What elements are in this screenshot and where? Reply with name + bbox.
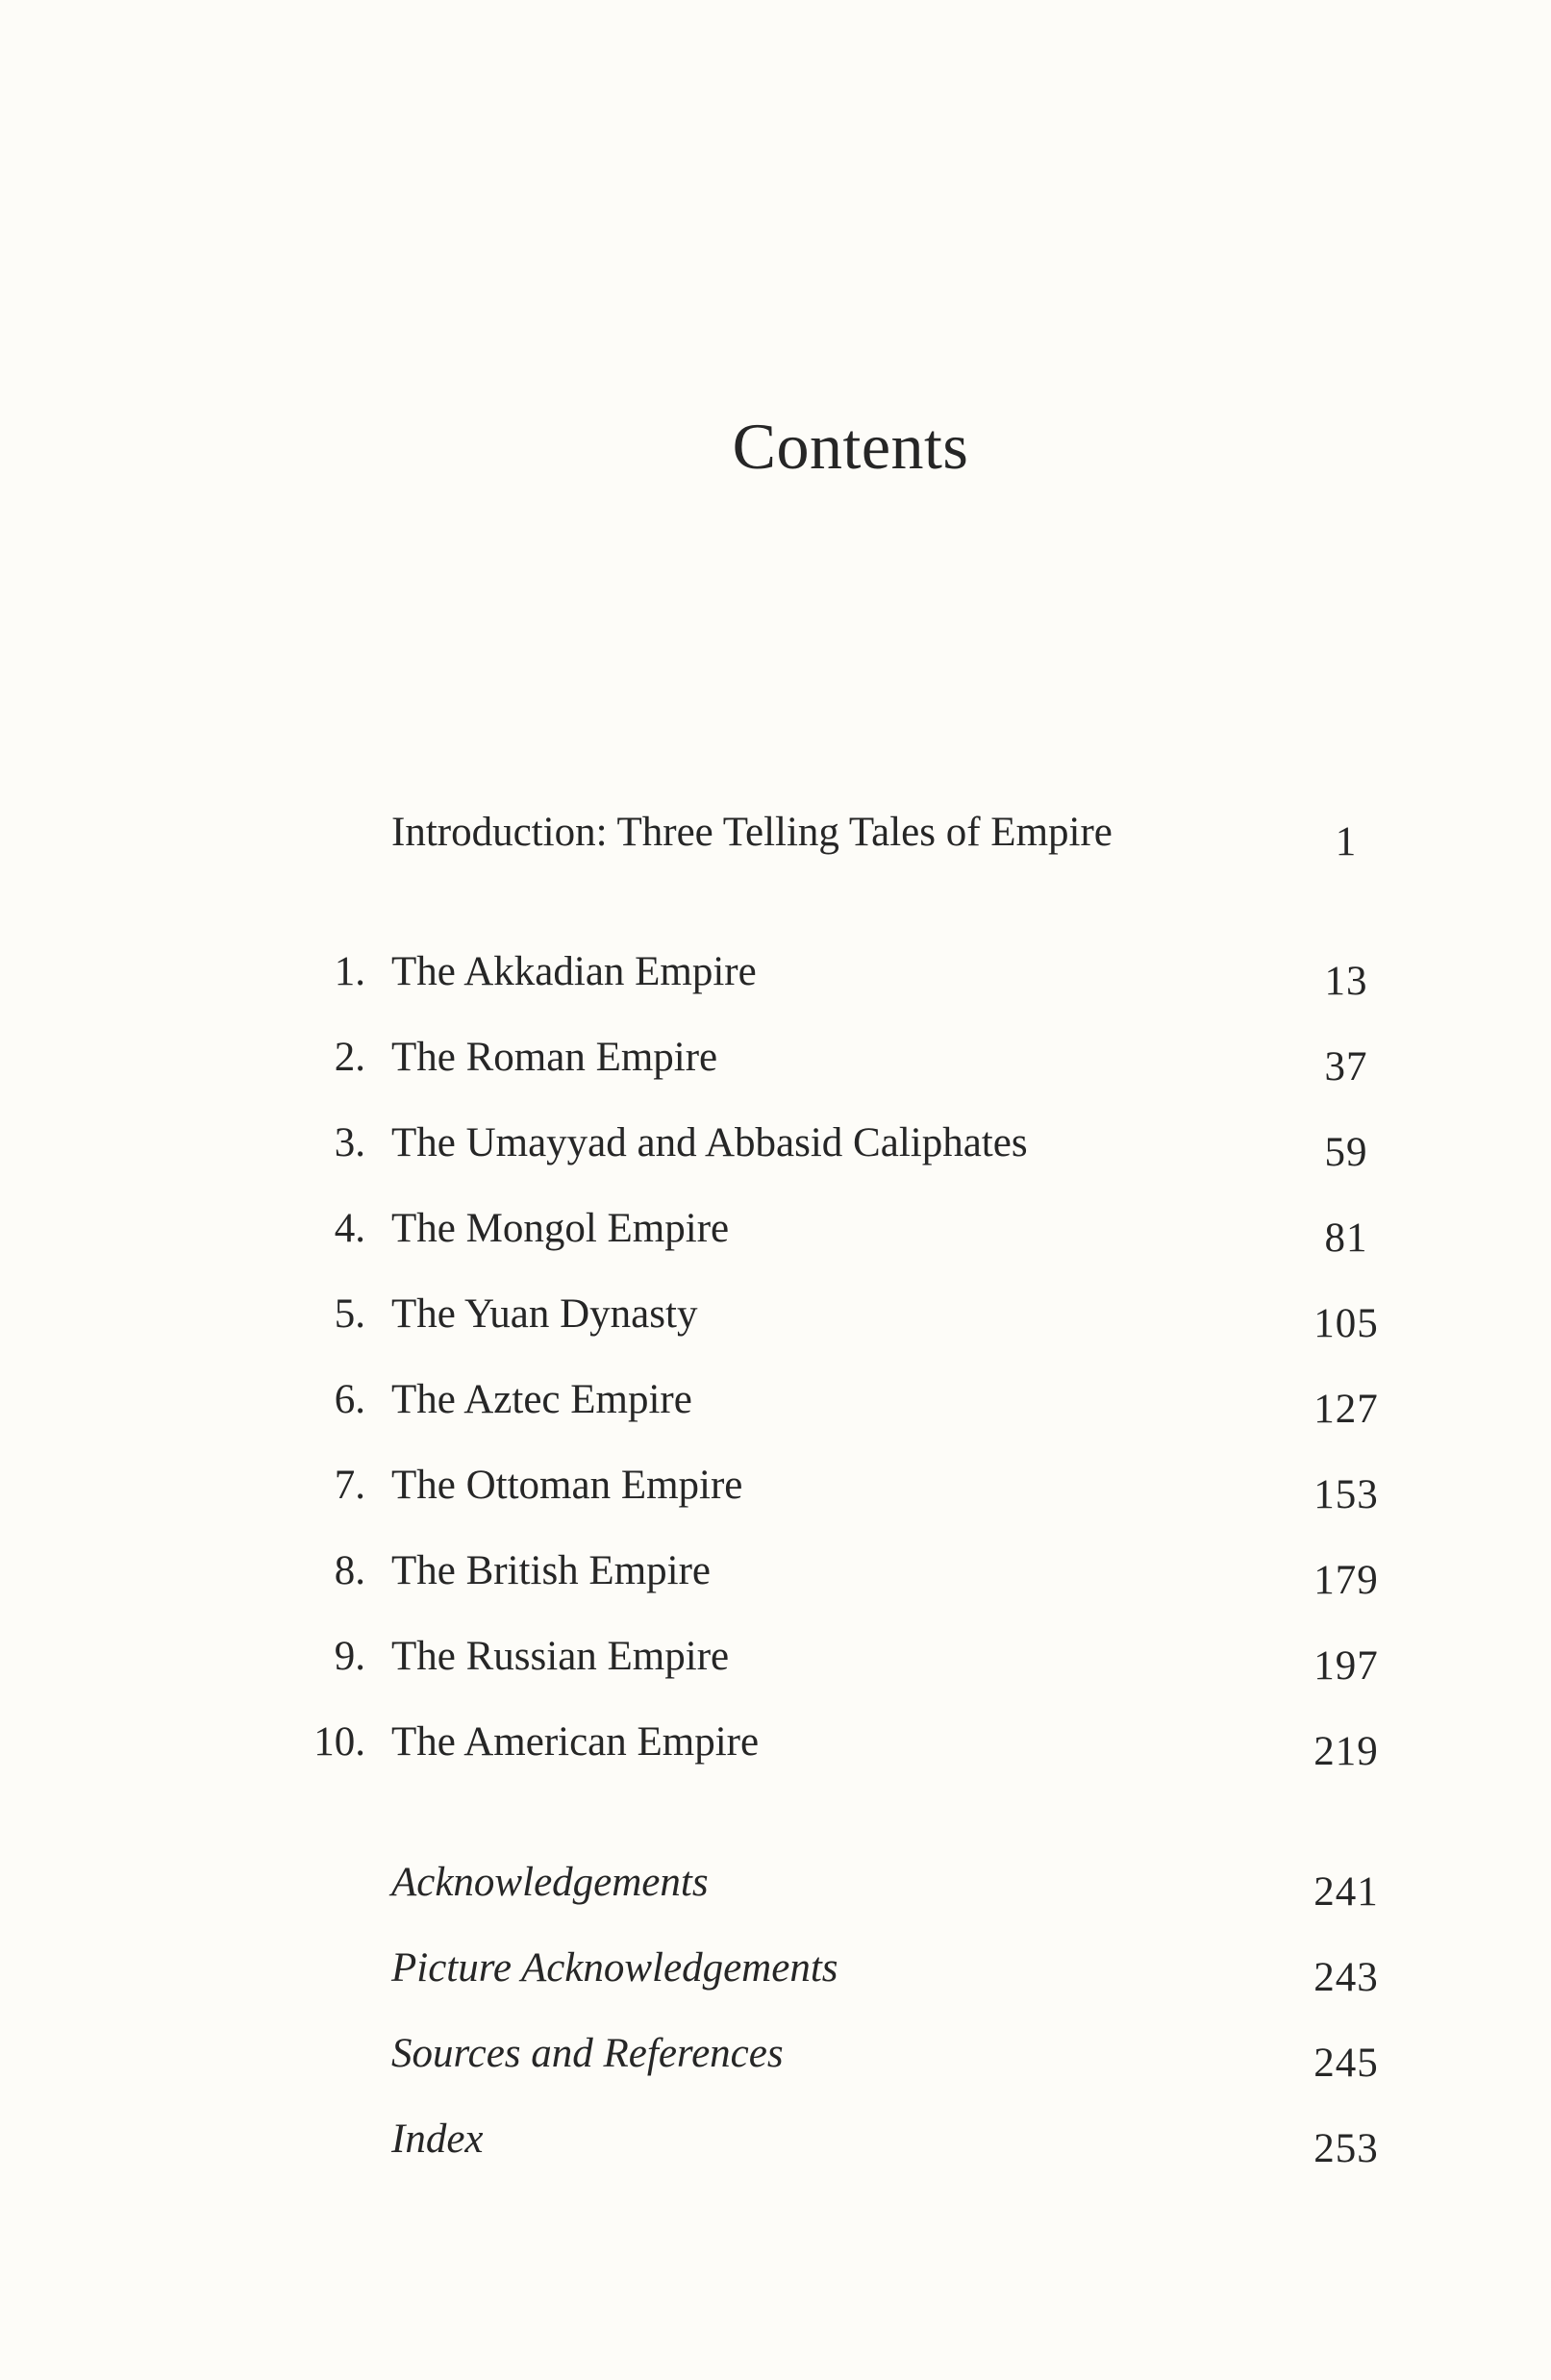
entry-page-number: 105 — [1313, 1301, 1379, 1346]
entry-title: The British Empire — [391, 1548, 711, 1593]
toc-entry-chapter — [0, 1200, 1551, 1261]
entry-title: The Mongol Empire — [391, 1206, 730, 1251]
entry-page-number: 219 — [1313, 1729, 1379, 1774]
toc-entry-chapter — [0, 1115, 1551, 1175]
entry-page-number: 59 — [1324, 1130, 1368, 1175]
entry-title: The Akkadian Empire — [391, 949, 757, 994]
entry-page-number: 37 — [1324, 1044, 1368, 1090]
entry-title: The American Empire — [391, 1719, 760, 1765]
entry-page-number: 245 — [1313, 2041, 1379, 2086]
page-title: Contents — [732, 410, 969, 483]
entry-page-number: 13 — [1324, 959, 1368, 1004]
chapter-number: 9. — [334, 1634, 365, 1679]
entry-title: The Yuan Dynasty — [391, 1291, 698, 1337]
chapter-number: 1. — [334, 949, 365, 994]
toc-entry-back-matter — [0, 1854, 1551, 1915]
toc-entry-back-matter — [0, 1940, 1551, 2000]
toc-entry-chapter — [0, 1714, 1551, 1774]
chapter-number: 10. — [313, 1719, 365, 1765]
entry-title: Introduction: Three Telling Tales of Empire — [391, 810, 1113, 855]
entry-page-number: 253 — [1313, 2126, 1379, 2171]
entry-title: Acknowledgements — [391, 1860, 709, 1905]
toc-entry-chapter — [0, 943, 1551, 1004]
entry-title: The Umayyad and Abbasid Caliphates — [391, 1120, 1028, 1165]
entry-page-number: 241 — [1313, 1869, 1379, 1915]
entry-title: Sources and References — [391, 2031, 784, 2076]
toc-entry-chapter — [0, 1542, 1551, 1603]
chapter-number: 6. — [334, 1377, 365, 1422]
toc-entry-chapter — [0, 1029, 1551, 1090]
toc-entry-chapter — [0, 1457, 1551, 1515]
entry-page-number: 1 — [1335, 819, 1358, 864]
entry-page-number: 197 — [1313, 1643, 1379, 1689]
entry-page-number: 127 — [1313, 1387, 1379, 1432]
toc-entry-back-matter — [0, 2025, 1551, 2086]
entry-title: The Russian Empire — [391, 1634, 730, 1679]
entry-title: Picture Acknowledgements — [391, 1945, 838, 1991]
entry-title: The Ottoman Empire — [391, 1463, 743, 1508]
entry-page-number: 153 — [1313, 1472, 1379, 1517]
toc-entry-introduction — [0, 804, 1551, 862]
toc-entry-back-matter — [0, 2111, 1551, 2171]
entry-page-number: 81 — [1324, 1215, 1368, 1261]
entry-title: The Aztec Empire — [391, 1377, 692, 1422]
toc-entry-chapter — [0, 1628, 1551, 1689]
entry-title: The Roman Empire — [391, 1035, 718, 1080]
entry-page-number: 179 — [1313, 1558, 1379, 1603]
chapter-number: 8. — [334, 1548, 365, 1593]
entry-title: Index — [391, 2117, 484, 2162]
chapter-number: 7. — [334, 1463, 365, 1508]
entry-page-number: 243 — [1313, 1955, 1379, 2000]
chapter-number: 5. — [334, 1291, 365, 1337]
chapter-number: 2. — [334, 1035, 365, 1080]
toc-entry-chapter — [0, 1371, 1551, 1432]
chapter-number: 4. — [334, 1206, 365, 1251]
toc-entry-chapter — [0, 1286, 1551, 1346]
chapter-number: 3. — [334, 1120, 365, 1165]
